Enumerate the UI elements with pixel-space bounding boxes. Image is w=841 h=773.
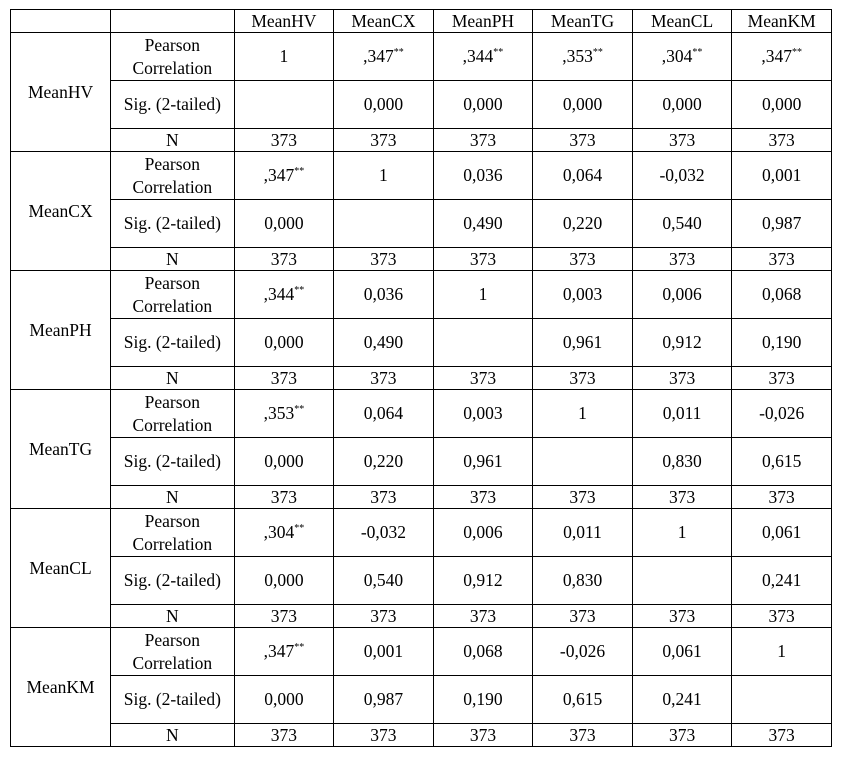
pearson-value: 0,006 (463, 522, 503, 542)
pearson-row (11, 390, 832, 438)
sig-cell: 0,241 (632, 676, 732, 724)
pearson-cell (533, 628, 633, 676)
pearson-cell (632, 509, 732, 557)
n-cell: 373 (632, 248, 732, 271)
significance-mark: ** (294, 285, 305, 296)
row-variable-label: MeanPH (11, 271, 111, 390)
sig-cell: 0,241 (732, 557, 832, 605)
pearson-cell (732, 390, 832, 438)
column-header: MeanPH (433, 10, 533, 33)
column-header: MeanCX (334, 10, 434, 33)
significance-mark: ** (393, 47, 404, 58)
pearson-value: 0,061 (761, 522, 802, 542)
n-cell: 373 (632, 486, 732, 509)
pearson-cell (533, 152, 633, 200)
sig-cell: 0,000 (433, 81, 533, 129)
header-row (11, 10, 832, 33)
pearson-value: 0,036 (363, 284, 404, 304)
sig-cell: 0,000 (234, 676, 334, 724)
pearson-label: Pearson Correlation (111, 390, 235, 438)
sig-cell: 0,987 (732, 200, 832, 248)
pearson-value: 0,006 (662, 284, 702, 304)
sig-row (11, 81, 832, 129)
n-cell: 373 (632, 367, 732, 390)
n-cell: 373 (334, 724, 434, 747)
sig-row (11, 319, 832, 367)
sig-cell: 0,000 (632, 81, 732, 129)
sig-cell: 0,490 (334, 319, 434, 367)
pearson-cell (533, 33, 633, 81)
pearson-value: ,353 (263, 403, 295, 423)
pearson-value: 0,001 (761, 165, 802, 185)
row-variable-label: MeanCX (11, 152, 111, 271)
correlation-table (10, 9, 832, 747)
pearson-value: 0,003 (562, 284, 603, 304)
pearson-cell (732, 152, 832, 200)
pearson-value: ,353 (562, 46, 593, 66)
pearson-cell (234, 628, 334, 676)
sig-cell (234, 81, 334, 129)
significance-mark: ** (294, 642, 305, 653)
pearson-row (11, 152, 832, 200)
pearson-value: ,347 (263, 165, 295, 185)
significance-mark: ** (294, 166, 305, 177)
pearson-value: -0,026 (759, 403, 805, 423)
sig-cell: 0,000 (533, 81, 633, 129)
pearson-value: 1 (777, 641, 787, 661)
n-row (11, 367, 832, 390)
header-corner-blank (11, 10, 111, 33)
n-label: N (111, 367, 235, 390)
sig-cell: 0,830 (533, 557, 633, 605)
pearson-cell (234, 271, 334, 319)
column-header: MeanKM (732, 10, 832, 33)
n-cell: 373 (732, 724, 832, 747)
pearson-label: Pearson Correlation (111, 509, 235, 557)
pearson-value: 0,068 (761, 284, 802, 304)
sig-cell: 0,000 (234, 319, 334, 367)
sig-row (11, 557, 832, 605)
pearson-row (11, 271, 832, 319)
n-cell: 373 (234, 248, 334, 271)
sig-cell (632, 557, 732, 605)
sig-cell: 0,615 (533, 676, 633, 724)
pearson-value: 0,061 (662, 641, 702, 661)
pearson-value: 0,064 (363, 403, 404, 423)
sig-cell: 0,961 (433, 438, 533, 486)
n-row (11, 486, 832, 509)
sig-cell: 0,540 (334, 557, 434, 605)
n-cell: 373 (732, 248, 832, 271)
pearson-label: Pearson Correlation (111, 152, 235, 200)
pearson-cell (234, 509, 334, 557)
pearson-cell (334, 628, 434, 676)
pearson-value: 0,036 (463, 165, 503, 185)
column-header: MeanTG (533, 10, 633, 33)
pearson-value: 1 (478, 284, 488, 304)
pearson-cell (732, 33, 832, 81)
pearson-label: Pearson Correlation (111, 628, 235, 676)
n-cell: 373 (433, 248, 533, 271)
sig-label: Sig. (2-tailed) (111, 81, 235, 129)
n-cell: 373 (533, 724, 633, 747)
sig-cell: 0,912 (433, 557, 533, 605)
sig-cell: 0,220 (334, 438, 434, 486)
sig-cell: 0,000 (234, 557, 334, 605)
pearson-value: 0,064 (562, 165, 603, 185)
pearson-cell (334, 271, 434, 319)
sig-cell: 0,615 (732, 438, 832, 486)
pearson-value: 0,003 (463, 403, 503, 423)
sig-cell: 0,987 (334, 676, 434, 724)
pearson-cell (234, 152, 334, 200)
pearson-value: 1 (279, 46, 289, 66)
pearson-cell (334, 509, 434, 557)
n-label: N (111, 129, 235, 152)
n-label: N (111, 486, 235, 509)
n-cell: 373 (334, 486, 434, 509)
sig-label: Sig. (2-tailed) (111, 319, 235, 367)
pearson-cell (533, 509, 633, 557)
significance-mark: ** (294, 404, 305, 415)
n-row (11, 605, 832, 628)
sig-cell: 0,912 (632, 319, 732, 367)
pearson-value: 1 (379, 165, 388, 185)
sig-cell: 0,540 (632, 200, 732, 248)
n-cell: 373 (433, 129, 533, 152)
n-label: N (111, 724, 235, 747)
pearson-value: 0,068 (463, 641, 503, 661)
significance-mark: ** (592, 47, 603, 58)
significance-mark: ** (294, 523, 305, 534)
n-row (11, 724, 832, 747)
pearson-cell (433, 390, 533, 438)
n-cell: 373 (334, 605, 434, 628)
n-cell: 373 (533, 367, 633, 390)
pearson-label: Pearson Correlation (111, 271, 235, 319)
pearson-cell (632, 390, 732, 438)
pearson-cell (632, 271, 732, 319)
pearson-value: -0,026 (559, 641, 606, 661)
row-variable-label: MeanTG (11, 390, 111, 509)
pearson-cell (632, 33, 732, 81)
header-stat-blank (111, 10, 235, 33)
significance-mark: ** (493, 47, 504, 58)
pearson-label: Pearson Correlation (111, 33, 235, 81)
pearson-cell (433, 509, 533, 557)
n-cell: 373 (533, 248, 633, 271)
sig-row (11, 676, 832, 724)
pearson-row (11, 33, 832, 81)
sig-label: Sig. (2-tailed) (111, 557, 235, 605)
pearson-value: ,347 (263, 641, 295, 661)
n-label: N (111, 248, 235, 271)
sig-label: Sig. (2-tailed) (111, 438, 235, 486)
n-cell: 373 (632, 724, 732, 747)
n-cell: 373 (234, 724, 334, 747)
sig-cell: 0,000 (732, 81, 832, 129)
pearson-cell (632, 152, 732, 200)
n-cell: 373 (732, 605, 832, 628)
n-cell: 373 (732, 129, 832, 152)
sig-row (11, 200, 832, 248)
sig-cell: 0,220 (533, 200, 633, 248)
n-cell: 373 (433, 486, 533, 509)
n-label: N (111, 605, 235, 628)
sig-cell: 0,000 (334, 81, 434, 129)
pearson-value: ,304 (661, 46, 693, 66)
pearson-cell (433, 152, 533, 200)
sig-cell (732, 676, 832, 724)
pearson-value: -0,032 (659, 165, 705, 185)
n-cell: 373 (732, 367, 832, 390)
pearson-cell (334, 33, 434, 81)
pearson-value: 0,011 (662, 403, 702, 423)
sig-cell (433, 319, 533, 367)
sig-cell: 0,830 (632, 438, 732, 486)
pearson-cell (334, 390, 434, 438)
n-cell: 373 (334, 248, 434, 271)
row-variable-label: MeanHV (11, 33, 111, 152)
sig-cell: 0,490 (433, 200, 533, 248)
pearson-cell (433, 271, 533, 319)
sig-cell: 0,961 (533, 319, 633, 367)
pearson-value: 0,011 (563, 522, 602, 542)
pearson-value: 1 (677, 522, 687, 542)
pearson-cell (234, 33, 334, 81)
row-variable-label: MeanKM (11, 628, 111, 747)
sig-cell: 0,000 (234, 200, 334, 248)
sig-cell (533, 438, 633, 486)
n-row (11, 248, 832, 271)
significance-mark: ** (692, 47, 703, 58)
sig-cell (334, 200, 434, 248)
n-cell: 373 (234, 129, 334, 152)
pearson-cell (732, 628, 832, 676)
n-cell: 373 (334, 367, 434, 390)
n-cell: 373 (433, 605, 533, 628)
n-cell: 373 (334, 129, 434, 152)
pearson-row (11, 628, 832, 676)
sig-row (11, 438, 832, 486)
sig-cell: 0,000 (234, 438, 334, 486)
sig-cell: 0,190 (732, 319, 832, 367)
n-cell: 373 (433, 724, 533, 747)
pearson-cell (533, 390, 633, 438)
pearson-value: ,344 (462, 46, 494, 66)
n-cell: 373 (234, 486, 334, 509)
correlation-table-body (11, 10, 832, 747)
n-cell: 373 (234, 367, 334, 390)
n-cell: 373 (533, 605, 633, 628)
pearson-value: -0,032 (360, 522, 407, 542)
n-cell: 373 (533, 129, 633, 152)
n-cell: 373 (632, 605, 732, 628)
pearson-cell (234, 390, 334, 438)
column-header: MeanHV (234, 10, 334, 33)
pearson-row (11, 509, 832, 557)
sig-cell: 0,190 (433, 676, 533, 724)
pearson-cell (433, 33, 533, 81)
n-cell: 373 (433, 367, 533, 390)
pearson-value: ,304 (263, 522, 295, 542)
sig-label: Sig. (2-tailed) (111, 200, 235, 248)
pearson-cell (732, 271, 832, 319)
pearson-cell (433, 628, 533, 676)
sig-label: Sig. (2-tailed) (111, 676, 235, 724)
row-variable-label: MeanCL (11, 509, 111, 628)
pearson-cell (334, 152, 434, 200)
n-cell: 373 (234, 605, 334, 628)
n-row (11, 129, 832, 152)
pearson-cell (732, 509, 832, 557)
n-cell: 373 (533, 486, 633, 509)
column-header: MeanCL (632, 10, 732, 33)
n-cell: 373 (632, 129, 732, 152)
n-cell: 373 (732, 486, 832, 509)
pearson-cell (533, 271, 633, 319)
pearson-value: ,344 (263, 284, 295, 304)
significance-mark: ** (791, 47, 802, 58)
pearson-value: 1 (578, 403, 587, 423)
pearson-value: ,347 (363, 46, 394, 66)
pearson-value: 0,001 (363, 641, 404, 661)
pearson-value: ,347 (761, 46, 792, 66)
pearson-cell (632, 628, 732, 676)
